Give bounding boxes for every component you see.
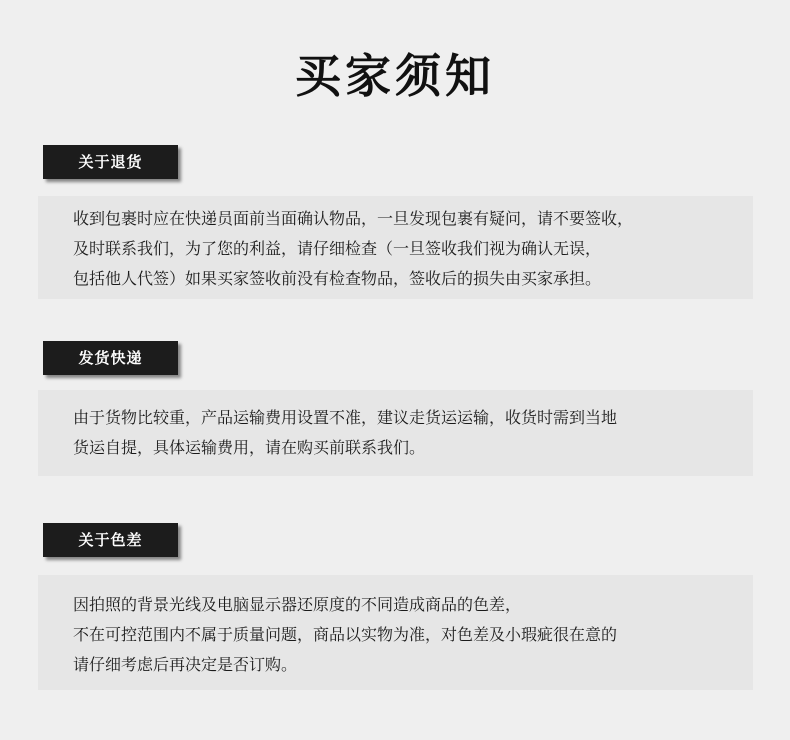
color-difference-text-line: 因拍照的背景光线及电脑显示器还原度的不同造成商品的色差， (73, 595, 522, 614)
shipping-text-line: 货运自提，具体运输费用，请在购买前联系我们。 (73, 438, 426, 457)
section-label-shipping: 发货快递 (43, 341, 178, 375)
section-box-returns (38, 196, 753, 299)
returns-text-line: 收到包裹时应在快递员面前当面确认物品，一旦发现包裹有疑问，请不要签收， (73, 209, 634, 228)
shipping-text-line: 由于货物比较重，产品运输费用设置不准，建议走货运运输，收货时需到当地 (73, 408, 618, 427)
returns-text-line: 包括他人代签）如果买家签收前没有检查物品，签收后的损失由买家承担。 (73, 269, 602, 288)
section-box-shipping (38, 390, 753, 476)
section-box-color-difference (38, 575, 753, 690)
color-difference-text-line: 不在可控范围内不属于质量问题，商品以实物为准，对色差及小瑕疵很在意的 (73, 625, 618, 644)
section-label-returns: 关于退货 (43, 145, 178, 179)
page-title: 买家须知 (295, 49, 495, 103)
color-difference-text-line: 请仔细考虑后再决定是否订购。 (73, 655, 298, 674)
section-label-color-difference: 关于色差 (43, 523, 178, 557)
returns-text-line: 及时联系我们，为了您的利益，请仔细检查（一旦签收我们视为确认无误， (73, 239, 602, 258)
